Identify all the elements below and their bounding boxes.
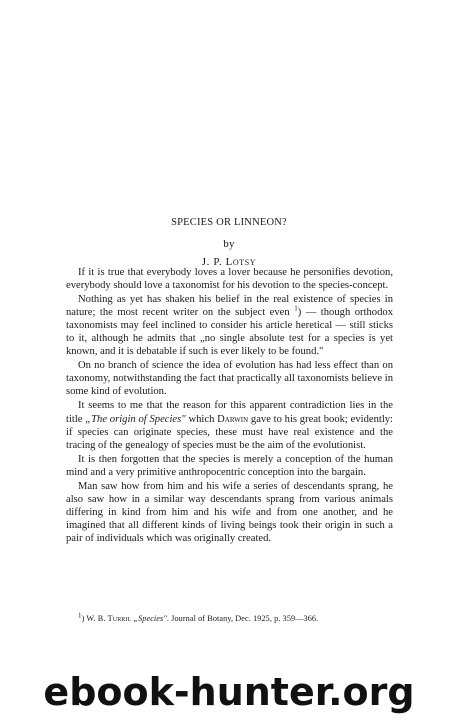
paragraph-6: Man saw how from him and his wife a series of descendants sprang, he also saw how in a similar way descendants sprang from various animals differing in kind from him and his wife and from one another, and he imagined that all different kinds of living beings took their origin in such a pair of individuals which was originally created. (66, 480, 393, 544)
footnote-part-1: ) W. B. (81, 614, 108, 623)
byline-by: by (223, 238, 235, 250)
footnote-marker: 1 (78, 611, 82, 620)
paragraph-4-part-2: which (185, 413, 218, 425)
author-initials: J. P. (201, 256, 226, 268)
footnote-title: „Species" (131, 614, 167, 623)
paragraph-4-part-3: gave to his great book; evidently: if species can originate species, these must have real existence and the tracing of the genealogy of species must be the aim of the evolutionist. (66, 413, 394, 451)
paragraph-1: If it is true that everybody loves a lover because he personifies devotion, everybody should love a taxonomist for his devotion to the species-concept. (66, 267, 393, 292)
book-title: „The origin of Species" (85, 413, 186, 425)
author-surname: Lotsy (225, 256, 257, 268)
darwin-name: Darwin (217, 413, 249, 425)
article-title: SPECIES OR LINNEON? (171, 217, 287, 228)
paragraph-2-part-2: ) — though orthodox taxonomists may feel inclined to consider his article heretical — still sticks to it, although he admits that „no single absolute test for a species is yet known, and it is debatable if such is ever likely to be found." (66, 307, 393, 358)
paragraph-4-part-1: It seems to me that the reason for this apparent contradiction lies in the title (66, 400, 393, 425)
footnote-ref: 1 (294, 304, 298, 313)
paragraph-2 (66, 293, 393, 358)
paragraph-4 (66, 399, 393, 451)
article-body (66, 266, 393, 546)
paragraph-2-part-1: Nothing as yet has shaken his belief in the real existence of species in nature; the most recent writer on the subject even (66, 294, 393, 319)
footnote-author: Turril (107, 614, 132, 623)
paragraph-5: It is then forgotten that the species is merely a conception of the human mind and a very primitive anthropocentric conception into the bargain. (66, 453, 393, 478)
footnote (78, 611, 319, 623)
watermark-logo: ebook-hunter.org (43, 670, 415, 714)
paragraph-3: On no branch of science the idea of evolution has had less effect than on taxonomy, notwithstanding the fact that practically all taxonomists believe in some kind of evolution. (66, 360, 393, 398)
footnote-citation: . Journal of Botany, Dec. 1925, p. 359—366. (166, 614, 319, 623)
